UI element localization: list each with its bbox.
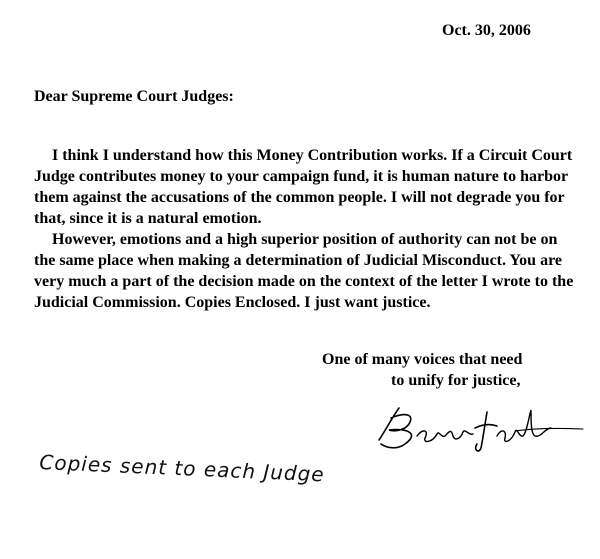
body-paragraph-2: However, emotions and a high superior position of authority can not be on the same place when making a determination of Judicial Misconduct. You are very much a part of the decision made on the context of the letter I wrote to the Judicial Commission. Copies Enclosed. I just want justice. [34, 231, 574, 311]
salutation: Dear Supreme Court Judges: [34, 88, 234, 105]
handwritten-signature [365, 398, 590, 456]
handwritten-note: Copies sent to each Judge [38, 450, 326, 487]
body-paragraph-1: I think I understand how this Money Contribution works. If a Circuit Court Judge contributes money to your campaign fund, it is human nature to harbor them against the accusations of the common people. I will not degrade you for that, since it is a natural emotion. [34, 147, 573, 227]
letter-body [34, 145, 574, 313]
letter-date: Oct. 30, 2006 [442, 22, 531, 39]
closing-line-2: to unify for justice, [391, 372, 521, 389]
closing-line-1: One of many voices that need [322, 351, 523, 368]
